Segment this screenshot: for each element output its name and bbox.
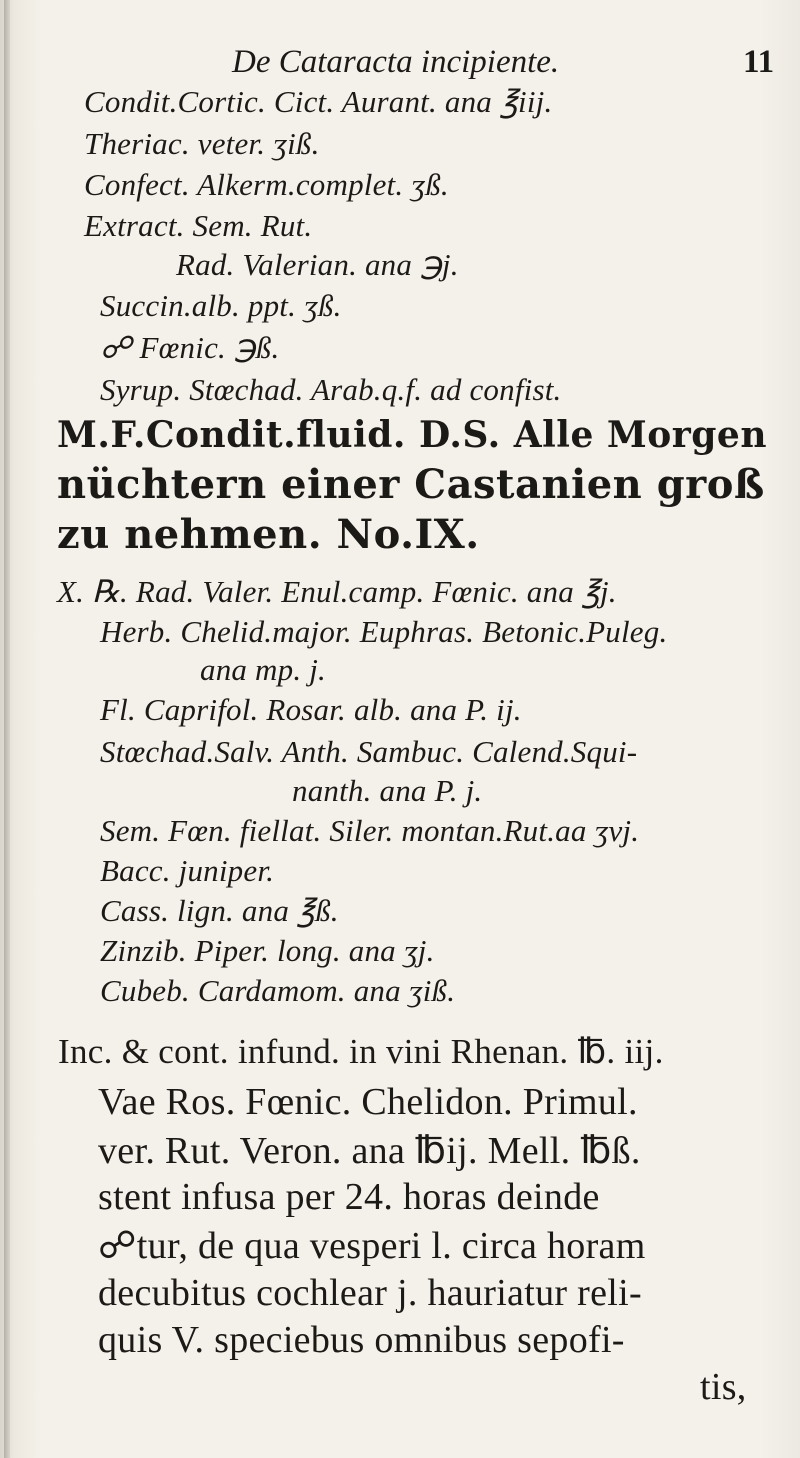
instruction-line: zu nehmen. No.IX. [57,511,480,558]
page-number: 11 [743,44,775,80]
recipe-b-line: Stœchad.Salv. Anth. Sambuc. Calend.Squi- [100,734,638,769]
instruction-line: nüchtern einer Castanien groß [57,461,765,508]
recipe-b-line: Herb. Chelid.major. Euphras. Betonic.Puleg. [100,614,668,649]
recipe-a-line: Condit.Cortic. Cict. Aurant. ana ℥iij. [84,84,553,119]
paragraph-line: ☍tur, de qua vesperi l. circa horam [98,1225,646,1267]
paragraph-line: decubitus cochlear j. hauriatur reli- [98,1272,642,1314]
recipe-a-line: Syrup. Stœchad. Arab.q.f. ad confist. [100,372,562,407]
paragraph-line: stent infusa per 24. horas deinde [98,1176,600,1218]
recipe-a-line: Succin.alb. ppt. ʒß. [100,288,342,323]
recipe-b-line: X. ℞. Rad. Valer. Enul.camp. Fœnic. ana ℥j. [57,574,617,609]
recipe-a-line: Theriac. veter. ʒiß. [84,126,320,161]
recipe-b-line: Cass. lign. ana ℥ß. [100,893,339,928]
recipe-b-line: Sem. Fœn. fiellat. Siler. montan.Rut.aa ʒvj. [100,813,640,848]
instruction-line: M.F.Condit.fluid. D.S. Alle Morgen [57,414,767,456]
page-gutter [4,0,10,1458]
recipe-a-line: ☍ Fœnic. ℈ß. [100,330,280,365]
recipe-b-line: ana mp. j. [200,652,326,687]
recipe-b-line: Bacc. juniper. [100,853,275,888]
paragraph-line: Inc. & cont. infund. in vini Rhenan. ℔. iij. [58,1032,664,1071]
paragraph-line: Vae Ros. Fœnic. Chelidon. Primul. [98,1081,638,1123]
paragraph-line: quis V. speciebus omnibus sepofi- [98,1319,625,1361]
recipe-b-line: Zinzib. Piper. long. ana ʒj. [100,933,435,968]
paragraph-line: ver. Rut. Veron. ana ℔ij. Mell. ℔ß. [98,1130,641,1172]
recipe-a-line: Confect. Alkerm.complet. ʒß. [84,167,449,202]
recipe-a-line: Rad. Valerian. ana ℈j. [176,247,459,282]
recipe-b-line: Cubeb. Cardamom. ana ʒiß. [100,973,456,1008]
recipe-a-line: Extract. Sem. Rut. [84,208,313,243]
recipe-b-line: nanth. ana P. j. [292,773,483,808]
running-header: De Cataracta incipiente. [232,44,560,80]
paragraph-line: tis, [700,1366,747,1408]
recipe-b-line: Fl. Caprifol. Rosar. alb. ana P. ij. [100,692,522,727]
